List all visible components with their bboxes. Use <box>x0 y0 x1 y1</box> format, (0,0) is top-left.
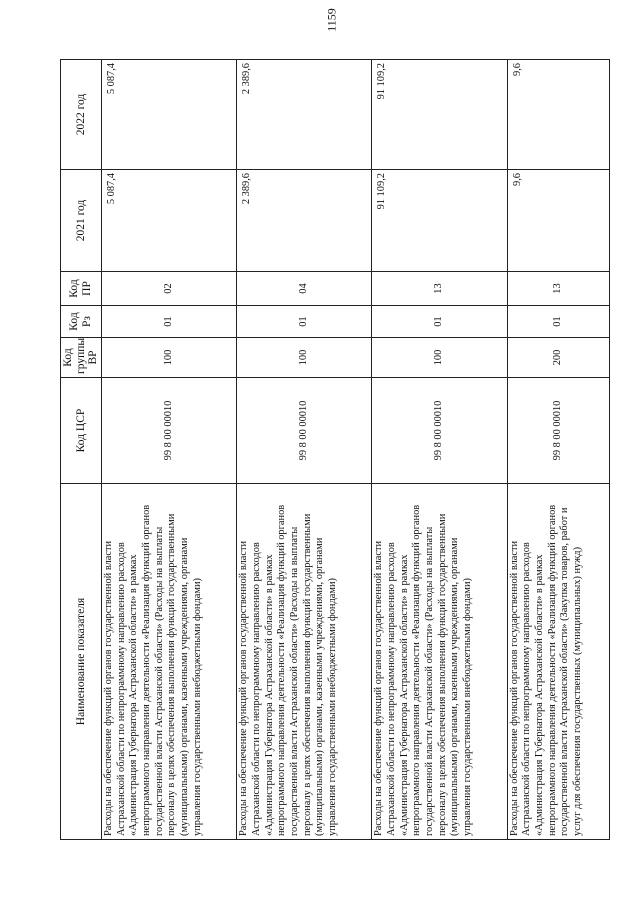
header-vr: Код группы ВР <box>61 338 102 378</box>
cell-vr: 200 <box>507 338 609 378</box>
table-row <box>237 60 372 840</box>
cell-2021: 2 389,6 <box>237 170 372 272</box>
header-name: Наименование показателя <box>61 484 102 840</box>
header-pr: Код ПР <box>61 272 102 306</box>
budget-table <box>60 59 610 840</box>
rotated-table-wrapper <box>60 60 610 840</box>
table-row <box>372 60 507 840</box>
cell-csr: 99 8 00 00010 <box>507 378 609 484</box>
cell-pr: 13 <box>372 272 507 306</box>
cell-name: Расходы на обеспечение функций органов государственной власти Астраханской области по непрограммному направлению расходов «Администрация Губернатора Астраханской области» в рамках непрограммного направления деятельности «Реализация функций органов государственной власти Астраханской области» (Закупка товаров, работ и услуг для обеспечения государственных (муниципальных) нужд) <box>507 484 609 840</box>
page-number <box>312 10 352 30</box>
header-csr: Код ЦСР <box>61 378 102 484</box>
cell-pr: 04 <box>237 272 372 306</box>
page-number-text: 1159 <box>324 8 339 32</box>
cell-vr: 100 <box>372 338 507 378</box>
table-header-row <box>61 60 102 840</box>
cell-rz: 01 <box>237 306 372 338</box>
cell-rz: 01 <box>372 306 507 338</box>
cell-name: Расходы на обеспечение функций органов государственной власти Астраханской области по непрограммному направлению расходов «Администрация Губернатора Астраханской области» в рамках непрограммного направления деятельности «Реализация функций органов государственной власти Астраханской области» (Расходы на выплаты персоналу в целях обеспечения выполнения функций государственными (муниципальными) органами, казенными учреждениями, органами управления государственными внебюджетными фондами) <box>237 484 372 840</box>
header-rz: Код Рз <box>61 306 102 338</box>
cell-vr: 100 <box>101 338 236 378</box>
cell-pr: 02 <box>101 272 236 306</box>
cell-2022: 91 109,2 <box>372 60 507 170</box>
cell-name: Расходы на обеспечение функций органов государственной власти Астраханской области по непрограммному направлению расходов «Администрация Губернатора Астраханской области» в рамках непрограммного направления деятельности «Реализация функций органов государственной власти Астраханской области» (Расходы на выплаты персоналу в целях обеспечения выполнения функций государственными (муниципальными) органами, казенными учреждениями, органами управления государственными внебюджетными фондами) <box>372 484 507 840</box>
cell-2022: 2 389,6 <box>237 60 372 170</box>
table-row <box>101 60 236 840</box>
cell-2021: 91 109,2 <box>372 170 507 272</box>
cell-2021: 9,6 <box>507 170 609 272</box>
cell-csr: 99 8 00 00010 <box>101 378 236 484</box>
header-2021: 2021 год <box>61 170 102 272</box>
cell-2021: 5 087,4 <box>101 170 236 272</box>
cell-2022: 5 087,4 <box>101 60 236 170</box>
header-2022: 2022 год <box>61 60 102 170</box>
cell-2022: 9,6 <box>507 60 609 170</box>
cell-rz: 01 <box>507 306 609 338</box>
cell-rz: 01 <box>101 306 236 338</box>
cell-pr: 13 <box>507 272 609 306</box>
cell-csr: 99 8 00 00010 <box>372 378 507 484</box>
table-row <box>507 60 609 840</box>
cell-name: Расходы на обеспечение функций органов государственной власти Астраханской области по непрограммному направлению расходов «Администрация Губернатора Астраханской области» в рамках непрограммного направления деятельности «Реализация функций органов государственной власти Астраханской области» (Расходы на выплаты персоналу в целях обеспечения выполнения функций государственными (муниципальными) органами, казенными учреждениями, органами управления государственными внебюджетными фондами) <box>101 484 236 840</box>
cell-csr: 99 8 00 00010 <box>237 378 372 484</box>
cell-vr: 100 <box>237 338 372 378</box>
